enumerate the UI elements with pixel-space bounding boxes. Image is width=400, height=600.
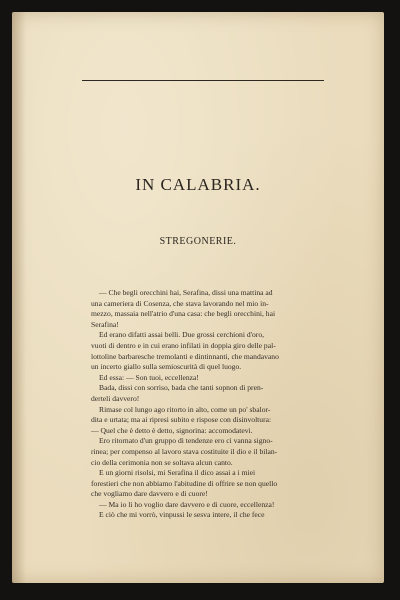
page-gutter-shadow bbox=[12, 12, 26, 583]
body-line: Bada, dissi con sorriso, bada che tanti sopnon di pren- bbox=[99, 383, 264, 393]
body-line: cio della cerimonia non se soltava alcun canto. bbox=[91, 457, 233, 467]
body-line: dita e urtata; ma ai ripresi subito e rispose con disinvoltura: bbox=[91, 415, 272, 425]
body-line: mezzo, massaia nell'atrio d'una casa: che begli orecchini, hai bbox=[91, 309, 276, 319]
body-line: vuoti di dentro e in cui erano infilati in doppia giro delle pal- bbox=[91, 340, 276, 350]
body-line: Ero ritornato d'un gruppo di tendenze ero ci vanna signo- bbox=[99, 436, 273, 446]
body-line: Ed erano difatti assai belli. Due grossi cerchioni d'oro, bbox=[99, 330, 265, 340]
body-line: Ed essa: — Son tuoi, eccellenza! bbox=[99, 372, 199, 382]
body-line: E ciò che mi vorrò, vinpussi le sesva intere, il che fece bbox=[99, 510, 265, 520]
body-line: Serafina! bbox=[91, 319, 119, 329]
body-line: che vogliamo dare davvero e di cuore! bbox=[91, 489, 208, 499]
body-line: un incerto giallo sulla semioscurità di quel luogo. bbox=[91, 362, 242, 372]
body-text bbox=[91, 288, 323, 521]
section-heading: STREGONERIE. bbox=[159, 236, 237, 247]
body-line: — Ma io li ho voglio dare davvero e di cuore, eccellenza! bbox=[99, 499, 275, 509]
header-rule bbox=[82, 80, 324, 81]
body-line: forestieri che non abbiamo l'abitudine di offrire se non quello bbox=[91, 478, 278, 488]
chapter-title: IN CALABRIA. bbox=[135, 175, 261, 194]
body-line: E un giorni risolsi, mi Serafina il dico assai a i miei bbox=[99, 468, 256, 478]
body-line: — Quel che è detto è detto, signorina: accomodatevi. bbox=[91, 425, 253, 435]
body-line: lottoline barbaresche tremolanti e dintinnanti, che mandavano bbox=[91, 351, 279, 361]
body-line: Rimase col lungo ago ritorto in alto, come un po' sbalor- bbox=[99, 404, 271, 414]
body-line: una cameriera di Cosenza, che stava lavorando nel mio in- bbox=[91, 298, 269, 308]
body-line: — Che begli orecchini hai, Serafina, dissi una mattina ad bbox=[99, 288, 273, 297]
body-line: derteli davvero! bbox=[91, 393, 140, 403]
book-page bbox=[12, 12, 384, 583]
body-line: rinea; per compenso al lavoro stava costituite il dio e il bilan- bbox=[91, 446, 278, 456]
